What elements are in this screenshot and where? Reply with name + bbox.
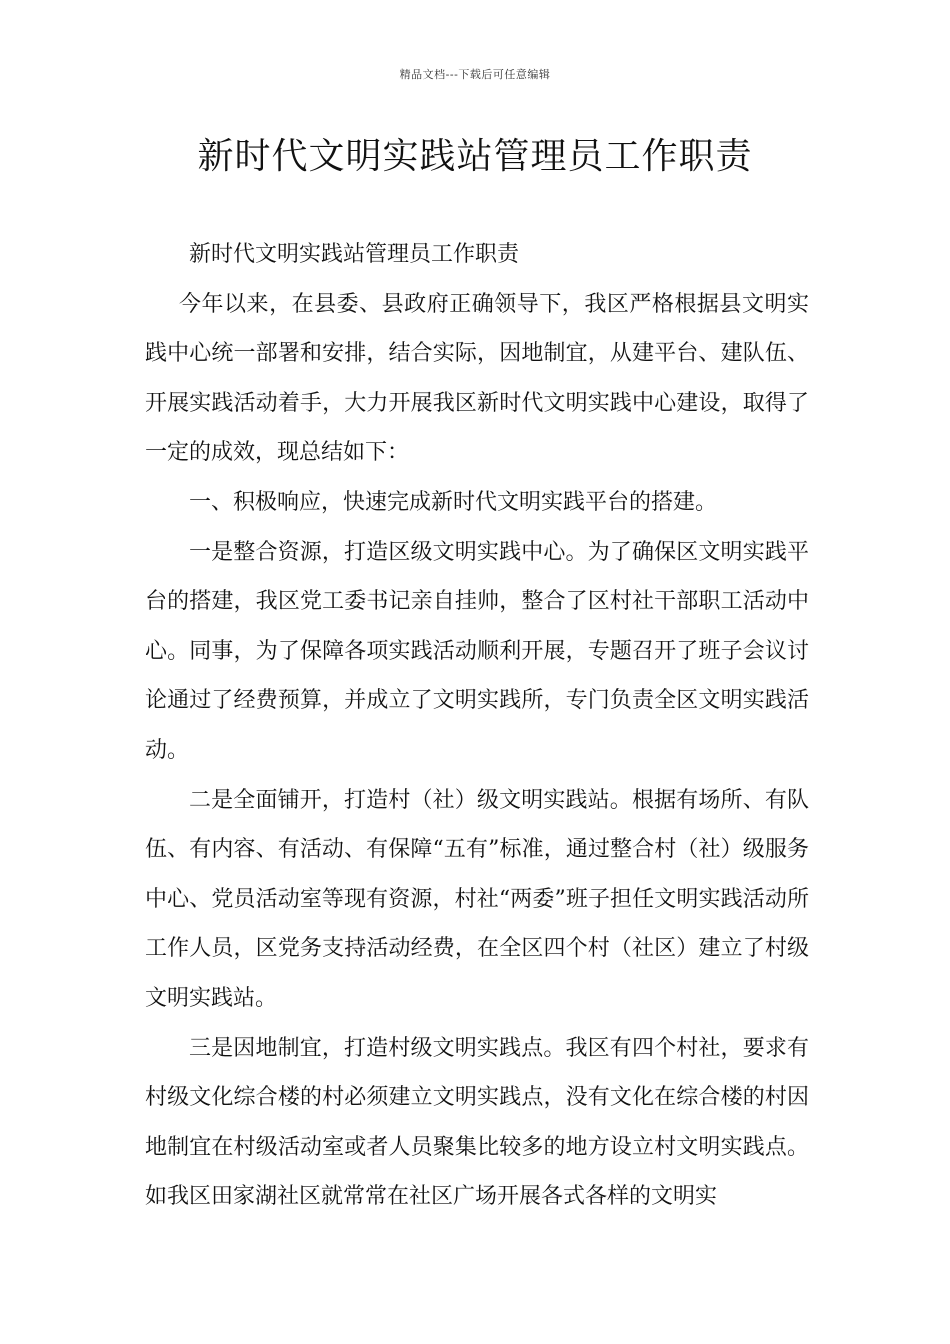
- header-note: 精品文档---下载后可任意编辑: [399, 68, 551, 81]
- paragraph-point-three: 三是因地制宜，打造村级文明实践点。我区有四个村社，要求有村级文化综合楼的村必须建立文明实践点，没有文化在综合楼的村因地制宜在村级活动室或者人员聚集比较多的地方设立村文明实践点。如我区田家湖社区就常常在社区广场开展各式各样的文明实: [145, 1035, 809, 1210]
- paragraph-point-two: 二是全面铺开，打造村（社）级文明实践站。根据有场所、有队伍、有内容、有活动、有保障“五有”标准，通过整合村（社）级服务中心、党员活动室等现有资源，村社“两委”班子担任文明实践活动所工作人员，区党务支持活动经费，在全区四个村（社区）建立了村级文明实践站。: [145, 787, 809, 1011]
- document-body: [145, 230, 809, 1222]
- paragraph-point-one: 一是整合资源，打造区级文明实践中心。为了确保区文明实践平台的搭建，我区党工委书记亲自挂帅，整合了区村社干部职工活动中心。同事，为了保障各项实践活动顺利开展，专题召开了班子会议讨论通过了经费预算，并成立了文明实践所，专门负责全区文明实践活动。: [145, 539, 809, 763]
- paragraph-intro: 今年以来，在县委、县政府正确领导下，我区严格根据县文明实践中心统一部署和安排，结合实际，因地制宜，从建平台、建队伍、开展实践活动着手，大力开展我区新时代文明实践中心建设，取得了一定的成效，现总结如下：: [145, 291, 809, 466]
- paragraph-section-heading: 一、积极响应，快速完成新时代文明实践平台的搭建。: [189, 489, 718, 515]
- paragraph-subtitle: 新时代文明实践站管理员工作职责: [189, 242, 520, 267]
- document-title: 新时代文明实践站管理员工作职责: [197, 136, 753, 177]
